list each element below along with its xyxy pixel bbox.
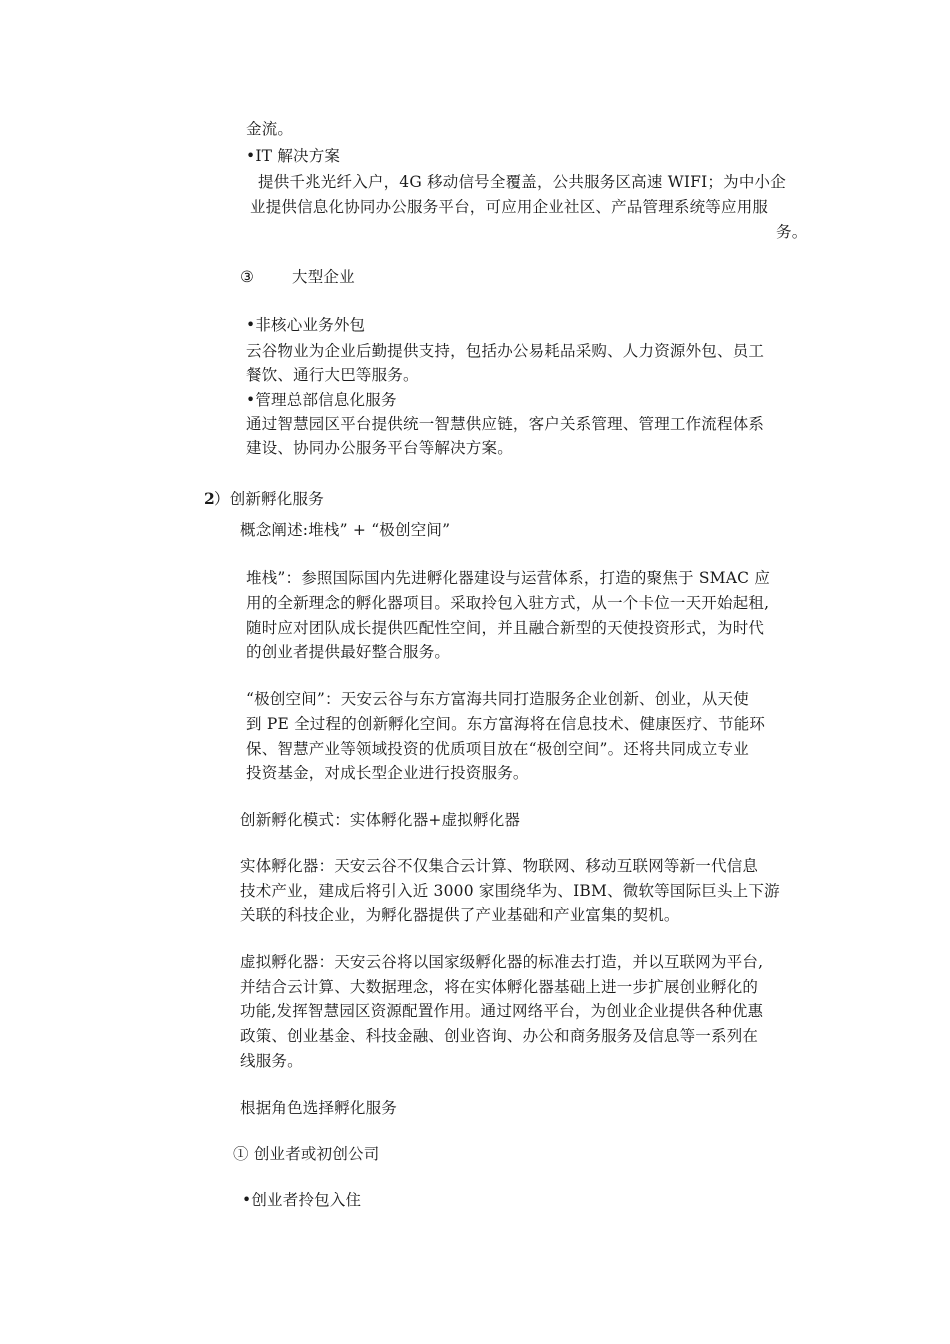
text-line: 用的全新理念的孵化器项目。采取拎包入驻方式，从一个卡位一天开始起租, — [246, 594, 770, 612]
text-line: 投资基金，对成长型企业进行投资服务。 — [246, 764, 529, 782]
text-line: “极创空间”：天安云谷与东方富海共同打造服务企业创新、创业，从天使 — [246, 690, 749, 708]
text-line: 线服务。 — [240, 1052, 303, 1070]
text-line: 通过智慧园区平台提供统一智慧供应链，客户关系管理、管理工作流程体系 — [246, 415, 765, 433]
text-line: 提供千兆光纤入户，4G 移动信号全覆盖，公共服务区高速 WIFI；为中小企 — [258, 173, 786, 191]
text-line: 的创业者提供最好整合服务。 — [246, 643, 451, 661]
text-line: 业提供信息化协同办公服务平台，可应用企业社区、产品管理系统等应用服 — [250, 198, 769, 216]
mode-line: 创新孵化模式：实体孵化器+虚拟孵化器 — [240, 811, 521, 829]
text-line: 实体孵化器：天安云谷不仅集合云计算、物联网、移动互联网等新一代信息 — [240, 857, 759, 875]
text-line: 政策、创业基金、科技金融、创业咨询、办公和商务服务及信息等一系列在 — [240, 1027, 759, 1045]
bullet-heading: •管理总部信息化服务 — [246, 391, 397, 409]
text-line: 务。 — [776, 223, 808, 241]
section-title: ）创新孵化服务 — [214, 490, 324, 508]
text-line: 建设、协同办公服务平台等解决方案。 — [246, 439, 513, 457]
concept-line: 概念阐述:堆栈” + “极创空间” — [240, 521, 451, 539]
text-line: 保、智慧产业等领域投资的优质项目放在“极创空间”。还将共同成立专业 — [246, 740, 749, 758]
bullet-heading: •创业者拎包入住 — [242, 1191, 362, 1209]
text-line: 云谷物业为企业后勤提供支持，包括办公易耗品采购、人力资源外包、员工 — [246, 342, 765, 360]
text-line: 功能,发挥智慧园区资源配置作用。通过网络平台，为创业企业提供各种优惠 — [240, 1002, 764, 1020]
text-line: 金流。 — [246, 120, 294, 138]
text-line: 技术产业，建成后将引入近 3000 家围绕华为、IBM、微软等国际巨头上下游 — [240, 882, 780, 900]
list-marker: ③ — [240, 268, 255, 286]
text-line: 随时应对团队成长提供匹配性空间，并且融合新型的天使投资形式，为时代 — [246, 619, 765, 637]
text-line: 堆栈”：参照国际国内先进孵化器建设与运营体系，打造的聚焦于 SMAC 应 — [246, 569, 771, 587]
text-line: 餐饮、通行大巴等服务。 — [246, 366, 419, 384]
role-select-heading: 根据角色选择孵化服务 — [240, 1099, 398, 1117]
text-line: 并结合云计算、大数据理念，将在实体孵化器基础上进一步扩展创业孵化的 — [240, 978, 759, 996]
text-line: 到 PE 全过程的创新孵化空间。东方富海将在信息技术、健康医疗、节能环 — [246, 715, 766, 733]
section-number: 2 — [204, 489, 215, 508]
bullet-heading: •非核心业务外包 — [246, 316, 366, 334]
text-line: 虚拟孵化器：天安云谷将以国家级孵化器的标准去打造，并以互联网为平台, — [240, 953, 764, 971]
text-line: 关联的科技企业，为孵化器提供了产业基础和产业富集的契机。 — [240, 906, 680, 924]
section-subtitle: 大型企业 — [292, 268, 355, 286]
startup-heading: ① 创业者或初创公司 — [233, 1145, 380, 1163]
bullet-heading: •IT 解决方案 — [246, 147, 341, 165]
